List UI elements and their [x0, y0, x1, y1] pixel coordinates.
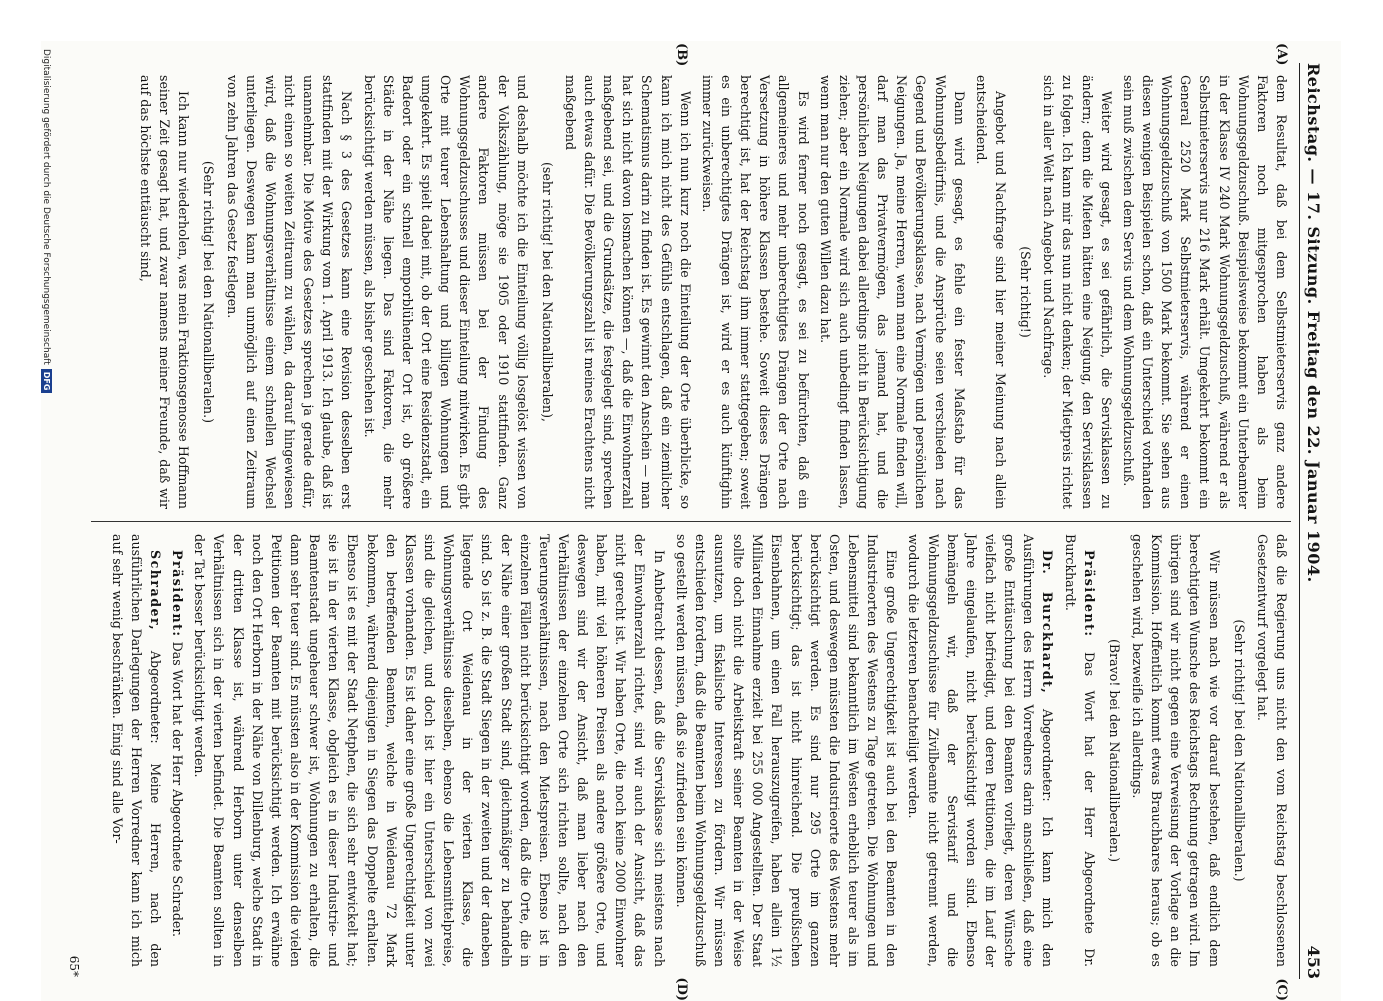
signature-mark: 65*	[67, 955, 81, 977]
paragraph: Es wird ferner noch gesagt, es sei zu befürchten, daß ein allgemeineres und mehr unberechtigtes Drängen der Orte nach Versetzung in höhere Klassen bestehe. Soweit dieses Drängen berechtigt ist, hat der Reichstag ihm immer stattgegeben; soweit es ein unberechtigtes Drängen ist, wird er es auch künftighin immer zurückweisen.	[699, 75, 811, 509]
paragraph: Nach § 3 des Gesetzes kann eine Revision desselben erst stattfinden mit der Wirkung vom 1. April 1913. Ich glaube, daß ist unannehmbar. Die Motive des Gesetzes sprechen ja gerade dafür, nicht einen so weiten Zeitraum zu wählen, da darauf hingewiesen wird, daß die Wohnungsverhältnisse einem schnellen Wechsel unterliegen. Deswegen kann man unmöglich auf einen Zeitraum von zehn Jahren das Gesetz festlegen.	[224, 75, 355, 509]
document-page	[41, 41, 1341, 1001]
page-footer	[41, 49, 52, 393]
interjection: (Sehr richtig!)	[1018, 246, 1034, 338]
speech-text: Abgeordneter: Ich kann mich den Ausführungen des Herrn Vorredners darin anschließen, daß eine große Enttäuschung bei den Beamten vorliegt, deren Wünsche vielfach nicht befriedigt, und deren Petitionen, die im Lauf der Jahre eingelaufen, nicht berücksichtigt worden sind. Ebenso bemängeln wir, daß der Servistarif und die Wohnungsgeldzuschüsse für Zivilbeamte nicht getrennt werden, wodurch die letzteren benachteiligt werden.	[906, 534, 1056, 967]
margin-marker-d: (D)	[674, 977, 689, 1001]
speaker-paragraph	[108, 534, 165, 967]
paragraph: Angebot und Nachfrage sind hier meiner Meinung nach allein entscheidend.	[973, 75, 1009, 509]
paragraph: dem Resultat, daß bei dem Selbstmieterservis ganz andere Faktoren noch mitgesprochen haben als beim Wohnungsgeldzuschuß. Beispielsweise bekommt ein Unterbeamter in der Klasse IV 240 Mark Wohnungsgeldzuschuß, während er als Selbstmieterservis nur 216 Mark erhält. Umgekehrt bekommt ein General 2520 Mark Selbstmieterservis, während er einen Wohnungsgeldzuschuß von 1500 Mark bekommt. Sie sehen aus diesen wenigen Beispielen schon, daß ein Unterschied vorhanden sein muß zwischen dem Servis und dem Wohnungsgeldzuschuß.	[1120, 75, 1289, 509]
margin-marker-a: (A)	[1274, 43, 1289, 66]
speaker-name: Präsident:	[170, 550, 186, 638]
page-header	[1299, 63, 1323, 979]
dfg-logo-icon: DFG	[41, 369, 52, 394]
speaker-paragraph	[168, 534, 187, 967]
interjection: (Sehr richtig! bei den Nationalliberalen.)	[1231, 619, 1247, 882]
margin-marker-b: (B)	[674, 43, 689, 67]
speaker-name: Dr. Burckhardt,	[1040, 550, 1056, 695]
paragraph: Wir müssen nach wie vor darauf bestehen, daß endlich dem berechtigten Wunsche des Reichstags Rechnung getragen wird. Im übrigen sind wir nicht gegen eine Verweisung der Vorlage an die Kommission. Hoffentlich kommt etwas Brauchbares heraus; ob es geschehen wird, bezweifle ich allerdings.	[1130, 534, 1222, 967]
speaker-name: Präsident:	[1081, 550, 1097, 638]
interjection: (Bravo! bei den Nationalliberalen.)	[1106, 638, 1122, 863]
paragraph: Weiter wird gesagt, es sei gefährlich, die Servisklassen zu ändern; denn die Mieten hätten eine Neigung, den Servisklassen zu folgen. Ich kann mir das nun nicht denken; der Mietpreis richtet sich in aller Welt nach Angebot und Nachfrage.	[1041, 75, 1114, 509]
interjection: (sehr richtig! bei den Nationalliberalen),	[539, 161, 555, 423]
paragraph: In Anbetracht dessen, daß die Servisklasse sich meistens nach der Einwohnerzahl richtet, sind wir auch der Ansicht, daß das nicht gerecht ist. Wir haben Orte, die noch keine 2000 Einwohner haben, mit viel höheren Preisen als andere größere Orte, und deswegen sind wir der Ansicht, daß man lieber nach den Verhältnissen der einzelnen Orte sich richten sollte, nach den Teuerungsverhältnissen, nach den Mietspreisen. Ebenso ist in einzelnen Fällen nicht berücksichtigt worden, daß die Orte, die in der Nähe einer großen Stadt sind, gleichmäßiger zu behandeln sind. So ist z. B. die Stadt Siegen in der zweiten und der daneben liegende Ort Weidenau in der vierten Klasse, die Wohnungsverhältnisse dieselben, ebenso die Lebensmittelpreise, sind die gleichen, und doch ist hier ein Unterschied von zwei Klassen vorhanden. Es ist daher eine große Ungerechtigkeit unter den betreffenden Beamten, welche in Weidenau 72 Mark bekommen, während diejenigen in Siegen das Doppelte erhalten. Ebenso ist es mit der Stadt Netphen, die sich sehr entwickelt hat; sie ist in der vierten Klasse, obgleich es in dieser Industrie- und Beamtenstadt ungeheuer schwer ist, Wohnungen zu erhalten, die dann sehr teuer sind. Es müssten also in der Kommission die vielen Petitionen der Beamten mit berücksichtigt werden. Ich erwähne noch den Ort Herborn in der Nähe von Dillenburg, welche Stadt in der dritten Klasse ist, während Herborn unter denselben Verhältnissen sich in der vierten befindet. Die Beamten sollten in der Tat besser berücksichtigt werden.	[192, 534, 667, 967]
speech-text: Das Wort hat der Herr Abgeordnete Dr. Burckhardt.	[1062, 534, 1097, 967]
text-body	[91, 43, 1291, 1001]
paragraph: Eine große Ungerechtigkeit ist auch bei den Beamten in den Industrieorten des Westens zu Tage getreten. Die Wohnungen und Lebensmittel sind bekanntlich im Westen erheblich teurer als im Osten, und deswegen müssten die Industrieorte des Westens mehr berücksichtigt werden. Es sind nur 295 Orte im ganzen berücksichtigt; das ist nicht hinreichend. Die preußischen Eisenbahnen, um einen Fall herauszugreifen, haben allein 1½ Milliarden Einnahme erzielt bei 255 000 Angestellten. Der Staat sollte doch nicht die Arbeitskraft seiner Beamten in der Weise ausnutzen, um fiskalische Interessen zu fördern. Wir müssen entschieden fordern, daß die Beamten beim Wohnungsgeldzuschuß so gestellt werden müssen, daß sie zufrieden sein können.	[673, 534, 900, 967]
paragraph: und deshalb möchte ich die Einteilung völlig losgelöst wissen von der Volkszählung, möge sie 1905 oder 1910 stattfinden. Ganz andere Faktoren müssen bei der Findung des Wohnungsgeldzuschusses und dieser Einteilung mitwirken. Es gibt Orte mit teurer Lebenshaltung und billigen Wohnungen und umgekehrt. Es spielt dabei mit, ob der Ort eine Residenzstadt, ein Badeort oder ein schnell emporblühender Ort ist, ob größere Städte in der Nähe liegen. Das sind Faktoren, die mehr berücksichtigt werden müssen, als bisher geschehen ist.	[361, 75, 530, 509]
paragraph: Dann wird gesagt, es fehle ein fester Maßstab für das Wohnungsbedürfnis, und die Ansprüche seien verschieden nach Gegend und Bevölkerungsklasse, nach Vermögen und persönlichen Neigungen. Ja, meine Herren, wenn man eine Normale finden will, darf man das Privatvermögen, das jemand hat, und die persönlichen Neigungen dabei allerdings nicht in Berücksichtigung ziehen; aber ein Normale wird sich auch unbedingt finden lassen, wenn man nur den guten Willen dazu hat.	[817, 75, 967, 509]
margin-marker-c: (C)	[1274, 978, 1289, 1001]
left-column	[91, 43, 1291, 521]
paragraph: Wenn ich nun kurz noch die Einteilung der Orte überblicke, so kann ich mich nicht des Gefühls entschlagen, daß ein ziemlicher Schematismus darin zu finden ist. Es gewinnt den Anschein — man hat sich nicht davon losmachen können —, daß die Einwohnerzahl maßgebend sei, und die Grundsätze, die festgelegt sind, sprechen auch etwas dafür. Die Bevölkerungszahl ist meines Erachtens nicht maßgebend	[562, 75, 693, 509]
speech-text: Das Wort hat der Herr Abgeordnete Schrader.	[170, 641, 186, 938]
speaker-name: Schrader,	[147, 550, 163, 632]
paragraph: Ich kann nur wiederholen, was mein Fraktionsgenosse Hoffmann seiner Zeit gesagt hat, und zwar namens meiner Freunde, daß wir auf das höchste enttäuscht sind,	[137, 75, 192, 509]
speaker-paragraph	[1060, 534, 1098, 967]
page-number: 453	[1304, 945, 1323, 979]
running-title: Reichstag. — 17. Sitzung. Freitag den 22. Januar 1904.	[1304, 63, 1323, 583]
speaker-paragraph	[904, 534, 1057, 967]
interjection: (Sehr richtig! bei den Nationalliberalen.)	[201, 160, 217, 424]
digitization-credit: Digitalisierung gefördert durch die Deutsche Forschungsgemeinschaft	[41, 49, 52, 365]
paragraph: daß die Regierung uns nicht den vom Reichstag beschlossenen Gesetzentwurf vorgelegt hat.	[1254, 534, 1289, 967]
speech-text: Abgeordneter: Meine Herren, nach den ausführlichen Darlegungen der Herren Vorredner kann ich mich auf sehr wenig beschränken. Einig sind alle Vor-	[109, 534, 163, 967]
right-column	[91, 521, 1291, 1001]
